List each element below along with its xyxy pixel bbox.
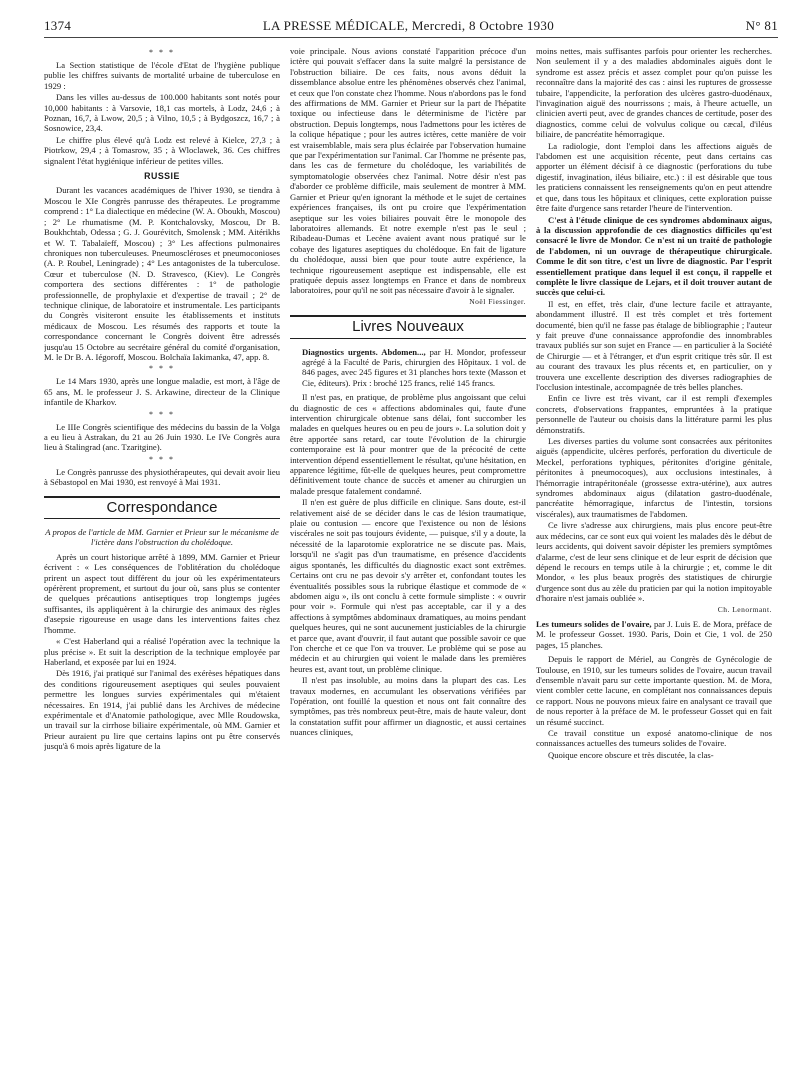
- journal-title: LA PRESSE MÉDICALE, Mercredi, 8 Octobre 1930: [262, 18, 555, 33]
- issue-number: N° 81: [745, 18, 778, 33]
- column-2: [290, 46, 526, 1078]
- paragraph: voie principale. Nous avions constaté l'apparition précoce d'un ictère qui pouvait s'effacer dans la suite malgré la persistance de l'obstruction biliaire. De ces faits, nous avons déduit la dissemblance absolue entre les phénomènes observés chez l'animal, et ceux que l'on constate chez l'homme. Nous n'abordons pas le fond des affirmations de MM. Garnier et Prieur sur la part de l'hépatite toxique ou infectieuse dans le déterminisme de l'ictère par obstruction. Depuis longtemps, nous l'admettons pour les ictères de la colique hépatique ; pour les autres ictères, cette manière de voir est vraisemblable, mais sera plus éclairée par l'observation humaine que par l'expérimentation sur l'animal. Car l'homme ne présente pas, dans les cas de fermeture du cholédoque, les variabilités de symptomatologie observées chez l'animal. Notre désir n'est pas d'aborder ce problème difficile, mais seulement de montrer à MM. Garnier et Prieur qu'en ignorant la méthode et le sujet de certaines expériences françaises, ils ont pu croire que l'expérimentation aseptique sur les voies biliaires pouvait être le monopole des laboratoires allemands. Et notre exemple n'est pas le seul ; Ribadeau-Dumas et Lecène avaient avant nous pratiqué sur le cobaye des ligatures aseptiques du cholédoque. En fait de ligature du cholédoque, aussi bien que pour toute autre expérience, la technique rigoureusement aseptique est indispensable, elle est pratiquée depuis assez longtemps en France et dans de nombreux laboratoires, pour qu'il ne soit pas nécessaire d'avoir à le signaler.: [290, 46, 526, 296]
- paragraph: moins nettes, mais suffisantes parfois pour orienter les recherches. Non seulement il y a des maladies abdominales aiguës dont le syndrome est assez précis et assez complet pour qu'on puisse les reconnaître dans la majorité des cas : ainsi les ruptures de grossesse tubaire, l'appendicite, la perforation des ulcères gastro-duodénaux, l'invagination aiguë des nourrissons ; mais, à l'heure actuelle, un clinicien averti peut, avec de grandes chances de certitude, poser des diagnostics, comme celui de volvulus colique ou cæcal, d'iléus biliaire, de pancréatite hémorragique.: [536, 46, 772, 140]
- book-title: Les tumeurs solides de l'ovaire,: [536, 618, 652, 629]
- paragraph: Dans les villes au-dessus de 100.000 habitants sont notés pour 10,000 habitants : à Varsovie, 18,1 cas mortels, à Lodz, 24,6 ; à Poznan, 16,7, à Lwow, 20,5 ; à Vilno, 10,5 ; à Bydgoszcz, 16,7 ; à Sosnowice, 23,4.: [44, 92, 280, 134]
- column-1: [44, 46, 280, 1078]
- book-details: par H. Mondor, professeur agrégé à la Faculté de Paris, chirurgien des Hôpitaux. 1 vol. de 846 pages, avec 245 figures et 31 planches hors texte (Masson et Cie, éditeurs). Prix : broché 125 francs, relié 145 francs.: [302, 346, 526, 388]
- paragraph: « C'est Haberland qui a réalisé l'opération avec la technique la plus précise ». Et suit la description de la technique employée par Haberland, et exposée par lui en 1924.: [44, 636, 280, 667]
- section-title-correspondance: Correspondance: [44, 496, 280, 519]
- paragraph: Depuis le rapport de Mériel, au Congrès de Gynécologie de Toulouse, en 1910, sur les tumeurs solides de l'ovaire, aucun travail d'ensemble n'avait paru sur cette importante question. M. de Mora, vient combler cette lacune, en complétant nos connaissances depuis ce rapport. Nous ne pouvons mieux faire en analysant ce travail que de nous reporter à la préface de M. le professeur Gosset qui en fait un résumé succinct.: [536, 654, 772, 727]
- signature: Noël Fiessinger.: [469, 296, 526, 306]
- book-title: Diagnostics urgents. Abdomen...,: [302, 346, 426, 357]
- paragraph: Dès 1916, j'ai pratiqué sur l'animal des exérèses hépatiques dans des conditions rigoureusement aseptiques qui seules pouvaient permettre les longues survies expérimentales qui m'étaient nécessaires. En 1914, j'ai publié dans les Archives de médecine expérimentale et d'Anatomie pathologique, avec Mlle Roudowska, un travail sur la cirrhose biliaire expérimentale, où MM. Garnier et Prieur auraient pu lire que certains lapins ont pu être conservés jusqu'à 6 mois après ligature de la: [44, 668, 280, 752]
- paragraph: Quoique encore obscure et très discutée, la clas-: [548, 749, 714, 760]
- section-title-livres-nouveaux: Livres Nouveaux: [290, 315, 526, 338]
- paragraph: La radiologie, dont l'emploi dans les affections aiguës de l'abdomen est une acquisition récente, peut dans certains cas apporter un élément décisif à ce diagnostic (perforations du tube digestif, invagination, iléus biliaire, etc.) : il est désirable que tous les praticiens connaissent les renseignements qu'on en peut attendre et que, dans tous les hôpitaux et cliniques, cette exploration puisse être faite d'urgence sans retarder l'heure de l'intervention.: [536, 140, 772, 214]
- separator-stars: * * *: [149, 48, 175, 57]
- paragraph: La Section statistique de l'école d'Etat de l'hygiène publique publie les chiffres suivants de mortalité urbaine de tuberculose en 1929 :: [44, 60, 280, 91]
- column-3: [536, 46, 772, 1078]
- paragraph: Il n'est pas, en pratique, de problème plus angoissant que celui du diagnostic de ces « affections abdominales qui, faute d'une intervention chirurgicale obtenue sans délai, font succomber les malades en quelques heures ou en peu de jours ». La solution doit y être apportée sans retard, car toute l'évolution de la chirurgie contemporaine est là pour montrer que de la précocité de cette intervention dépend essentiellement le résultat, qu'une hésitation, en apparence légitime, fût-elle de quelques heures, peut compromettre définitivement toute chance de succès et amener au chirurgien un malade presque fatalement condamné.: [290, 392, 526, 496]
- paragraph: Ce travail constitue un exposé anatomo-clinique de nos connaissances actuelles des tumeurs solides de l'ovaire.: [536, 728, 772, 749]
- paragraph: Durant les vacances académiques de l'hiver 1930, se tiendra à Moscou le XIe Congrès panrusse des thérapeutes. Le programme comprend : 1° La dialectique en médecine (W. A. Oboukh, Moscou) ; 2° Le rhumatisme (M. P. Kontchalovsky, Moscou, Dr B. Boukhchtab, Odessa ; G. J. Gourévitch, Smolensk ; MM. Aitérikhs et W. T. Tabalaïeff, Moscou) ; 3° Les affections pulmonaires chroniques non tuberculeuses. Pneumoscléroses et pneumoconioses (A. P. Roubel, Leningrade) ; 4° Les antagonistes de la tuberculose. Cœur et tuberculose (N. D. Stravesco, (Kiev). Le Congrès comportera des sections différentes : 1° de pathologie professionnelle, de prophylaxie et d'expertise de travail ; 2° de technique clinique, de laboratoire et instrumentale. Les participants du Congrès visiteront ensuite les établissements et instituts médicaux de Moscou. Les résumés des rapports et toute la correspondance concernant le Congrès doivent être adressés jusqu'au 15 Octobre au secrétaire général du comité d'organisation, M. le Dr B. A. Iégoroff, Moscou. Bolchaïa Iakimanka, 47, app. 8.: [44, 185, 280, 362]
- paragraph: Il est, en effet, très clair, d'une lecture facile et attrayante, abondamment illustré. Il est très complet et très fortement documenté, bien qu'il ne fasse pas étalage de bibliographie ; l'auteur y fait preuve d'une connaissance approfondie des innombrables travaux publiés sur son sujet en France — en particulier à la Société de Chirurgie — et à l'étranger, et d'un esprit critique très sûr. Il est au courant des travaux les plus récents et, en particulier, on y trouvera une excellente description des diverses radiographies de l'occlusion intestinale, accompagnée de très belles planches.: [536, 298, 772, 392]
- paragraph: Il n'en est guère de plus difficile en clinique. Sans doute, est-il relativement aisé de se décider dans le cas de lésion traumatique, plaie ou contusion — encore que l'existence ou non de lésions viscérales ne soit pas toujours évidente, — puisque, s'il y a doute, la nécessité de la laparotomie exploratrice ne se discute pas. Mais, lorsqu'il ne s'agit pas d'un traumatisme, en présence d'accidents aigus spontanés, les difficultés du diagnostic exact sont extrêmes. Certains ont cru ne pas devoir s'y arrêter et, confondant toutes les éventualités possibles sous la rubrique élastique et commode de « abdomen aigu », ils ont conclu à cette formule simpliste : « ouvrir pour voir ». Formule qui n'est pas acceptable, car il y a des affections à symptômes abdominaux dramatiques, au moins pendant quelques heures, qui ne sont aucunement justiciables de la chirurgie et parce que, avant d'ouvrir, il faut autant que possible savoir ce que l'on cherche et ce que l'on va trouver. Le problème qui se pose au médecin et au chirurgien qui voient le malade dans les premières heures est, avant tout, un problème clinique.: [290, 497, 526, 674]
- section-heading-russie: RUSSIE: [144, 171, 180, 182]
- paragraph: Il n'est pas insoluble, au moins dans la plupart des cas. Les travaux modernes, en accumulant les observations vérifiées par l'opération, ont fouillé la question et nous ont fait connaître des symptômes, pas très nombreux peut-être, mais de haute valeur, dont la constatation suffit pour affirmer un diagnostic, et aussi certaines nuances cliniques,: [290, 675, 526, 738]
- paragraph: Ce livre s'adresse aux chirurgiens, mais plus encore peut-être aux médecins, car ce sont eux qui voient les malades dès le début de leurs accidents, qui doivent savoir dépister les premiers symptômes d'alarme, c'est de leur sens clinique et de leur esprit de décision que dépend le recours en temps utile à la chirurgie ; et, comme le dit Mondor, « les plus beaux progrès des statistiques de chirurgie d'urgence sont dus au zèle du praticien par qui la notion impitoyable d'horaire n'est jamais oubliée ».: [536, 520, 772, 604]
- paragraph: Le IIIe Congrès scientifique des médecins du bassin de la Volga a eu lieu à Astrakan, du 21 au 26 Juin 1930. Le IVe Congrès aura lieu à Stalingrad (anc. Tzaritgine).: [44, 421, 280, 453]
- correspondance-subtitle: A propos de l'article de MM. Garnier et Prieur sur le mécanisme de l'ictère dans l'obstruction du cholédoque.: [45, 527, 279, 548]
- paragraph: Après un court historique arrêté à 1899, MM. Garnier et Prieur écrivent : « Les conséquences de l'oblitération du cholédoque prirent un aspect tout différent du jour où les expérimentateurs opérèrent proprement, et surtout du jour où, sans plus se contenter de quelques précautions antiseptiques trop longtemps jugées suffisantes, ils appliquèrent à la chirurgie des animaux des règles d'asepsie rigoureuse en usage dans les interventions faites chez l'homme.: [44, 551, 280, 635]
- paragraph: Le chiffre plus élevé qu'à Lodz est relevé à Kielce, 27,3 ; à Piotrkow, 29,4 ; à Tomasrow, 35 ; à Wloclawek, 36. Ces chiffres signalent l'état hygiénique inférieur de petites villes.: [44, 134, 280, 166]
- book-entry: [536, 619, 772, 650]
- paragraph: Les diverses parties du volume sont consacrées aux péritonites aiguës (appendicite, ulcères perforés, perforation du diverticule de Meckel, perforations typhiques, péritonites d'origine génitale, péritonites à pneumocoques), aux occlusions intestinales, à l'hémorragie intrapéritonéale (grossesse extra-utérine), aux autres syndromes abdominaux aigus (dilatation gastro-duodénale, pancréatite hémorragique, infarctus de l'intestin, torsions viscérales), aux traumatismes de l'abdomen.: [536, 436, 772, 519]
- paragraph: Le 14 Mars 1930, après une longue maladie, est mort, à l'âge de 65 ans, M. le professeur J. S. Arkawine, directeur de la Clinique infantile de Kharkov.: [44, 376, 280, 408]
- book-entry: [290, 347, 526, 389]
- signature: Ch. Lenormant.: [717, 604, 772, 614]
- separator-stars: * * *: [149, 454, 175, 464]
- book-details: par J. Luis E. de Mora, préface de M. le professeur Gosset. 1930. Paris, Doin et Cie, 1 vol. de 250 pages, 15 planches.: [536, 618, 772, 650]
- columns: [44, 46, 778, 1078]
- separator-stars: * * *: [149, 409, 175, 419]
- page-header: [44, 18, 778, 38]
- separator-stars: * * *: [149, 364, 175, 374]
- page-number: 1374: [44, 18, 72, 33]
- paragraph: Le Congrès panrusse des physiothérapeutes, qui devait avoir lieu à Sébastopol en Mai 1930, est renvoyé à Mai 1931.: [44, 466, 280, 488]
- paragraph: Enfin ce livre est très vivant, car il est rempli d'exemples concrets, d'observations frappantes, empruntées à la pratique personnelle de l'auteur ou choisis dans la littérature parmi les plus démonstratifs.: [536, 393, 772, 435]
- paragraph: C'est à l'étude clinique de ces syndromes abdominaux aigus, à la discussion approfondie de ces diagnostics difficiles qu'est consacré le livre de Mondor. Ce n'est ni un traité de pathologie de l'abdomen, ni un ouvrage de thérapeutique chirurgicale. Comme le dit son titre, c'est un livre de diagnostic. Par l'esprit essentiellement pratique dans lequel il est conçu, il rappelle et complète le livre classique de Lejars, et il doit trouver autant de succès que celui-ci.: [536, 214, 772, 298]
